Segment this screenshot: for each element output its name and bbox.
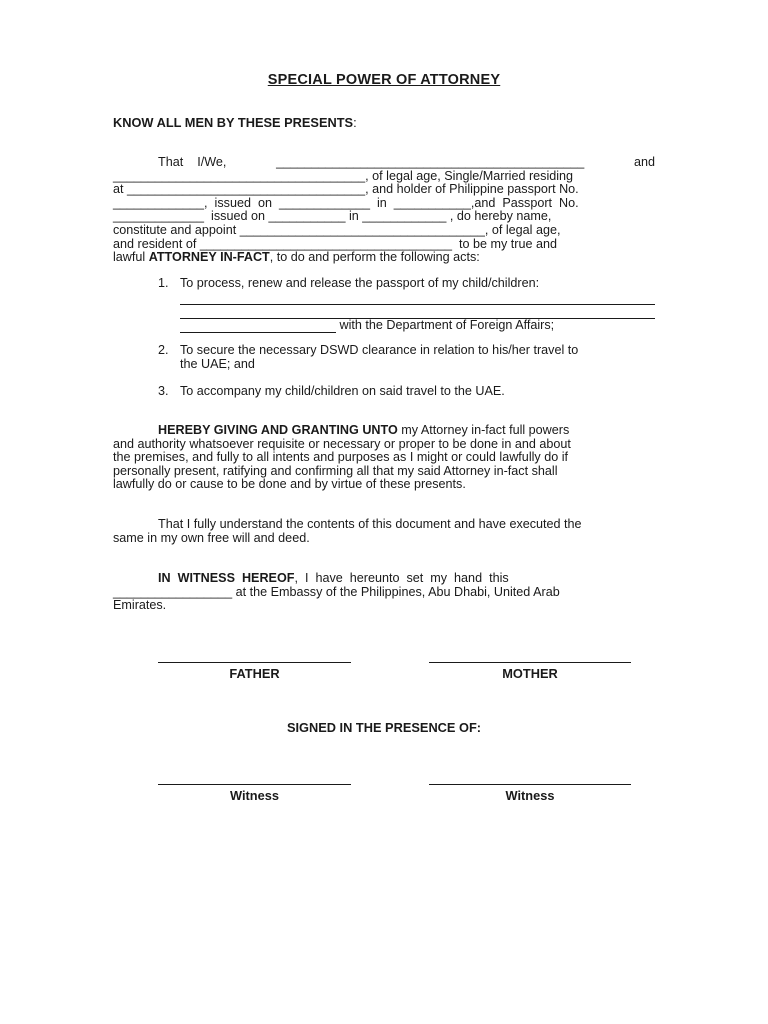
understand-paragraph: That I fully understand the contents of this document and have executed the same in my own free will and deed.	[113, 517, 582, 545]
father-signature: FATHER	[158, 661, 351, 681]
witness-paragraph: IN WITNESS HEREOF , I have hereunto set my hand this _________________ at the Embassy of the Philippines, Abu Dhabi, United Arab Emirates.	[113, 571, 560, 613]
signature-line	[429, 661, 631, 663]
para-line: constitute and appoint ___________________________________, of legal age,	[113, 222, 561, 237]
witness-signature-1: Witness	[158, 783, 351, 803]
act-item-1: 1. To process, renew and release the passport of my child/children: with the Department of Foreign Affairs;	[158, 277, 655, 333]
para-line: _____________, issued on _____________ in ___________,and Passport No.	[113, 195, 579, 210]
para-line: _____________ issued on ___________ in ____________ , do hereby name,	[113, 209, 552, 224]
know-all-heading: KNOW ALL MEN BY THESE PRESENTS:	[113, 115, 357, 130]
signature-line	[429, 783, 631, 785]
blank-field	[180, 320, 336, 333]
para-line: at __________________________________, and holder of Philippine passport No.	[113, 182, 579, 197]
para-line: lawful ATTORNEY IN-FACT , to do and perform the following acts:	[113, 250, 480, 265]
document-title: SPECIAL POWER OF ATTORNEY	[267, 72, 501, 88]
signature-line	[158, 661, 351, 663]
blank-field	[180, 291, 655, 305]
act-item-3: 3. To accompany my child/children on said travel to the UAE.	[158, 384, 505, 398]
blank-field	[180, 305, 655, 319]
act-item-2: 2. To secure the necessary DSWD clearance in relation to his/her travel to the UAE; and	[158, 343, 579, 371]
appointment-paragraph	[113, 156, 655, 265]
granting-paragraph: HEREBY GIVING AND GRANTING UNTO my Attorney in-fact full powers and authority whatsoever requisite or necessary or proper to be done in and about the premises, and fully to all intents and purposes as I might or could lawfully do if personally present, ratifying and confirming all that my said Attorney in-fact shall lawfully do or cause to be done and by virtue of these presents.	[113, 423, 571, 492]
para-line: ____________________________________, of legal age, Single/Married residing	[113, 168, 574, 183]
para-line: and resident of ____________________________________ to be my true and	[113, 236, 557, 251]
para-line: That I/We, ____________________________________________ and	[158, 155, 655, 169]
signature-line	[158, 783, 351, 785]
mother-signature: MOTHER	[429, 661, 631, 681]
signed-in-presence-heading: SIGNED IN THE PRESENCE OF:	[286, 720, 482, 735]
witness-signature-2: Witness	[429, 783, 631, 803]
